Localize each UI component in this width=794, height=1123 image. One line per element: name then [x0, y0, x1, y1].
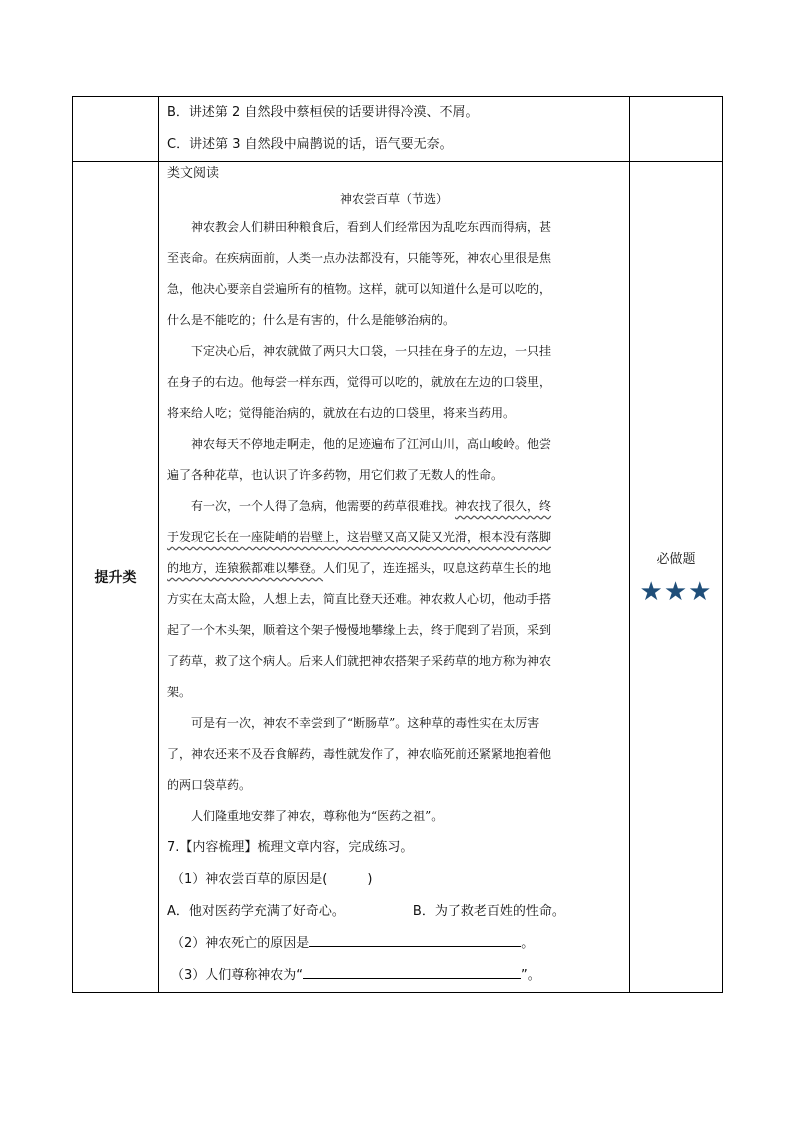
passage-line: 遍了各种花草，也认识了许多药物，用它们救了无数人的性命。: [167, 468, 504, 482]
wavy-underlined-text: 神农找了很久，终: [455, 499, 552, 513]
option-b: B．讲述第 2 自然段中蔡桓侯的话要讲得冷漠、不屑。: [167, 105, 479, 120]
passage-line: 下定决心后，神农就做了两只大口袋，一只挂在身子的左边，一只挂: [191, 344, 552, 358]
passage-line: 了，神农还来不及吞食解药，毒性就发作了，神农临死前还紧紧地抱着他: [167, 747, 552, 761]
question-1-text: （1）神农尝百草的原因是(: [171, 872, 328, 887]
passage-line: 的两口袋草药。: [167, 778, 252, 792]
section-label: 类文阅读: [167, 166, 220, 181]
question-2: [159, 928, 629, 960]
passage-line: 至丧命。在疾病面前，人类一点办法都没有，只能等死，神农心里很是焦: [167, 251, 552, 265]
passage-line: 在身子的右边。他每尝一样东西，觉得可以吃的，就放在左边的口袋里，: [167, 375, 552, 389]
passage-line: 神农每天不停地走啊走，他的足迹遍布了江河山川，高山峻岭。他尝: [191, 437, 552, 451]
category-label: 提升类: [94, 570, 137, 586]
passage-line: [159, 553, 629, 584]
question-1-options: [159, 896, 629, 928]
passage-line: 可是有一次，神农不幸尝到了“断肠草”。这种草的毒性实在太厉害: [191, 716, 540, 730]
answer-blank[interactable]: [309, 945, 521, 947]
reading-row: [73, 162, 723, 993]
option-b-choice[interactable]: B．为了救老百姓的性命。: [412, 904, 565, 919]
question-3-text: （3）人们尊称神农为“: [171, 968, 304, 983]
options-cell: [159, 97, 630, 162]
question-1-close: ): [367, 872, 373, 887]
option-c: C．讲述第 3 自然段中扁鹊说的话，语气要无奈。: [167, 137, 453, 152]
empty-category-cell: [73, 97, 159, 162]
answer-blank[interactable]: [303, 977, 521, 979]
passage-text: 人们见了，连连摇头，叹息这药草生长的地: [323, 561, 552, 575]
wavy-underlined-text: 的地方，连猿猴都难以攀登。: [167, 561, 324, 575]
question-1: [159, 864, 629, 896]
passage-line: 什么是不能吃的；什么是有害的，什么是能够治病的。: [167, 313, 456, 327]
required-label: 必做题: [656, 551, 696, 567]
passage-line: 人们隆重地安葬了神农，尊称他为“医药之祖”。: [191, 809, 444, 823]
option-a[interactable]: A．他对医药学充满了好奇心。: [167, 904, 345, 919]
passage-line: [159, 491, 629, 522]
passage-line: 了药草，救了这个病人。后来人们就把神农搭架子采药草的地方称为神农: [167, 654, 552, 668]
question-title: 7.【内容梳理】梳理文章内容，完成练习。: [167, 840, 414, 855]
question-3: [159, 960, 629, 992]
worksheet-table: [72, 96, 723, 993]
question-2-end: 。: [521, 936, 535, 951]
question-3-end: ”。: [521, 968, 541, 983]
category-cell: [73, 162, 159, 993]
options-row: [73, 97, 723, 162]
empty-right-cell: [630, 97, 723, 162]
passage-line: 架。: [167, 685, 192, 699]
passage-title: 神农尝百草（节选）: [339, 192, 448, 206]
passage-line: 将来给人吃；觉得能治病的，就放在右边的口袋里，将来当药用。: [167, 406, 516, 420]
passage: [159, 212, 629, 832]
passage-text: 有一次，一个人得了急病，他需要的药草很难找。: [191, 499, 456, 513]
question-7: [159, 832, 629, 992]
requirement-cell: [630, 162, 723, 993]
passage-line: 急，他决心要亲自尝遍所有的植物。这样，就可以知道什么是可以吃的，: [167, 282, 552, 296]
wavy-underlined-text: 于发现它长在一座陡峭的岩壁上，这岩壁又高又陡又光滑，根本没有落脚: [167, 530, 552, 544]
passage-line: 起了一个木头架，顺着这个架子慢慢地攀缘上去，终于爬到了岩顶，采到: [167, 623, 552, 637]
passage-line: [159, 522, 629, 553]
question-2-text: （2）神农死亡的原因是: [171, 936, 310, 951]
passage-line: 方实在太高太险，人想上去，简直比登天还难。神农救人心切，他动手搭: [167, 592, 552, 606]
star-rating-icon: ★★★: [639, 576, 713, 607]
reading-cell: [159, 162, 630, 993]
passage-line: 神农教会人们耕田种粮食后，看到人们经常因为乱吃东西而得病，甚: [191, 220, 552, 234]
